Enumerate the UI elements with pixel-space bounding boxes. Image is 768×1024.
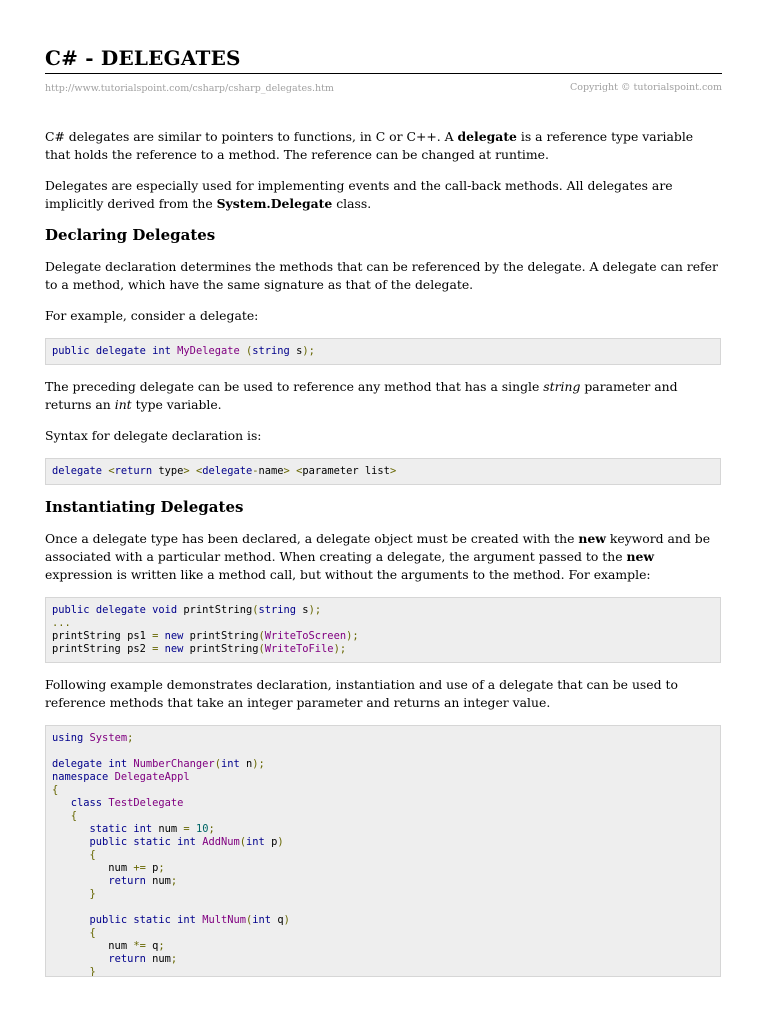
code-block-delegate-example: public delegate int MyDelegate (string s); (45, 338, 721, 365)
instantiating-paragraph-1: Once a delegate type has been declared, a delegate object must be created with the new keyword and be associated with a particular method. When creating a delegate, the argument passed to the new expression is written like a method call, but without the arguments to the method. For example: (45, 531, 711, 582)
declaring-paragraph-4: Syntax for delegate declaration is: (45, 428, 262, 443)
declaring-paragraph-3: The preceding delegate can be used to reference any method that has a single string parameter and returns an int type variable. (45, 379, 678, 412)
intro-paragraph-2: Delegates are especially used for implementing events and the call-back methods. All delegates are implicitly derived from the System.Delegate class. (45, 178, 673, 211)
declaring-paragraph-1: Delegate declaration determines the methods that can be referenced by the delegate. A delegate can refer to a method, which have the same signature as that of the delegate. (45, 259, 718, 292)
section-heading-instantiating: Instantiating Delegates (45, 498, 244, 516)
title-rule (45, 73, 722, 74)
intro-paragraph-1: C# delegates are similar to pointers to functions, in C or C++. A delegate is a reference type variable that holds the reference to a method. The reference can be changed at runtime. (45, 129, 694, 162)
instantiating-paragraph-2: Following example demonstrates declaration, instantiation and use of a delegate that can be used to reference methods that take an integer parameter and returns an integer value. (45, 677, 678, 710)
content-body (45, 128, 721, 977)
section-heading-declaring: Declaring Delegates (45, 226, 216, 244)
source-url: http://www.tutorialspoint.com/csharp/csharp_delegates.htm (45, 83, 334, 94)
page-title: C# - DELEGATES (45, 46, 241, 70)
declaring-paragraph-2: For example, consider a delegate: (45, 308, 259, 323)
code-block-full-example: using System; delegate int NumberChanger(int n); namespace DelegateAppl { class TestDelegate { static int num = 10; public static int AddNum(int p) { num += p; return num; } public static int MultNum(int q) { num *= q; return num; } (45, 725, 721, 977)
code-block-delegate-syntax: delegate <return type> <delegate-name> <parameter list> (45, 458, 721, 485)
copyright-notice: Copyright © tutorialspoint.com (569, 82, 722, 93)
code-block-instantiation: public delegate void printString(string s); ... printString ps1 = new printString(WriteToScreen); printString ps2 = new printString(WriteToFile); (45, 597, 721, 663)
